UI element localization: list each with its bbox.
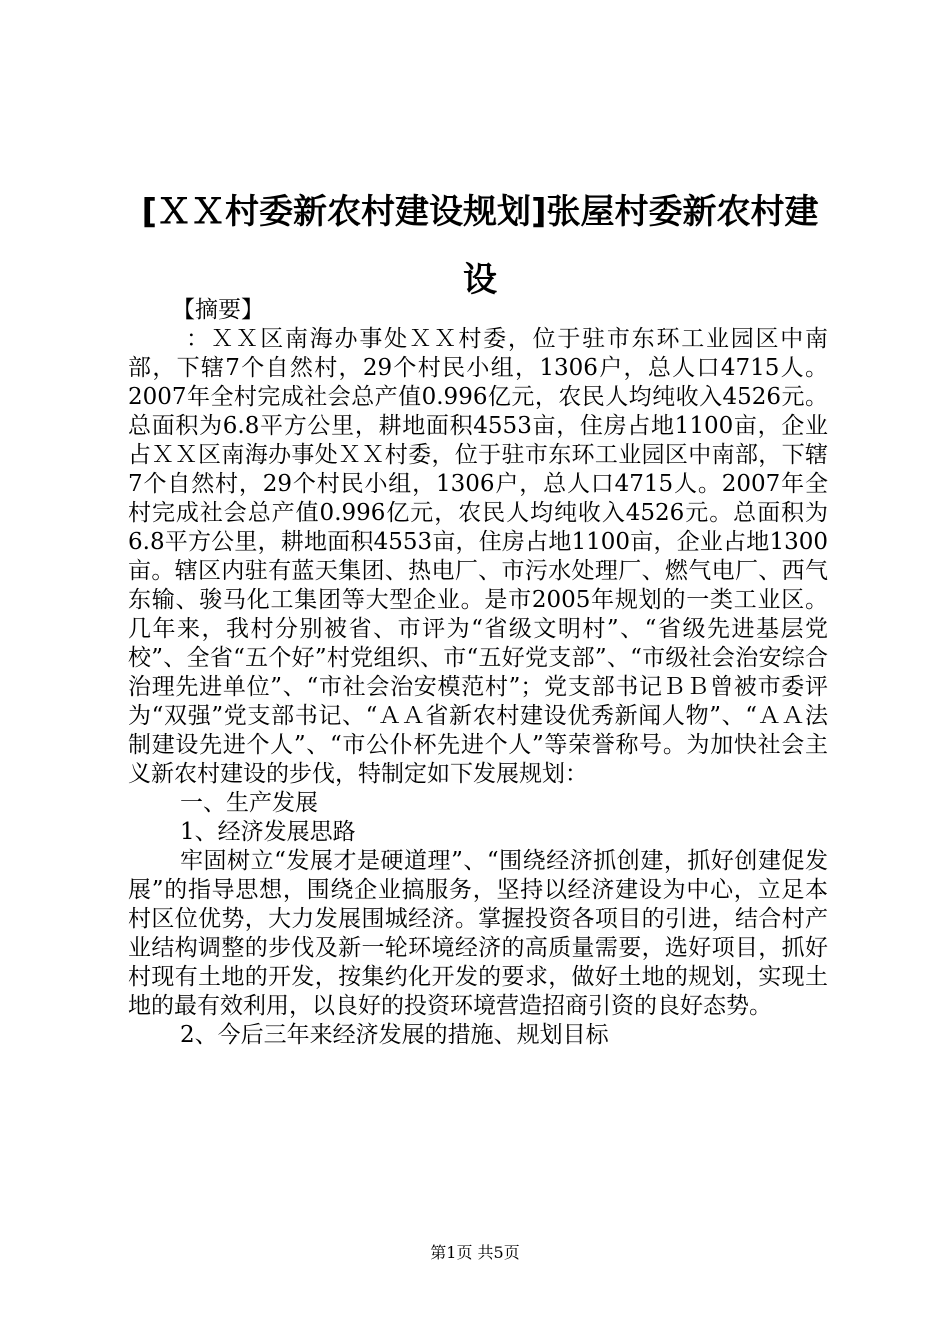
document-title: [ＸＸ村委新农村建设规划]张屋村委新农村建设 [141,192,819,300]
section-heading-production: 一、生产发展 [180,790,318,816]
paragraph-economic-ideas: 牢固树立“发展才是硬道理”、“围绕经济抓创建，抓好创建促发展”的指导思想，围绕企业搞服务，坚持以经济建设为中心，立足本村区位优势，大力发展围城经济。掌握投资各项目的引进，结合村产业结构调整的步伐及新一轮环境经济的高质量需要，选好项目，抓好村现有土地的开发，按集约化开发的要求，做好土地的规划，实现土地的最有效利用，以良好的投资环境营造招商引资的良好态势。 [128,848,828,1019]
page-footer: 第1页 共5页 [430,1243,520,1262]
subsection-heading-measures-targets: 2、今后三年来经济发展的措施、规划目标 [180,1022,609,1048]
lead-paragraph: ：ＸＸ区南海办事处ＸＸ村委，位于驻市东环工业园区中南部，下辖7个自然村，29个村民小组，1306户，总人口4715人。2007年全村完成社会总产值0.996亿元，农民人均纯收入4526元。总面积为6.8平方公里，耕地面积4553亩，住房占地1100亩，企业占ＸＸ区南海办事处ＸＸ村委，位于驻市东环工业园区中南部，下辖7个自然村，29个村民小组，1306户，总人口4715人。2007年全村完成社会总产值0.996亿元，农民人均纯收入4526元。总面积为6.8平方公里，耕地面积4553亩，住房占地1100亩，企业占地1300亩。辖区内驻有蓝天集团、热电厂、市污水处理厂、燃气电厂、西气东输、骏马化工集团等大型企业。是市2005年规划的一类工业区。几年来，我村分别被省、市评为“省级文明村”、“省级先进基层党校”、全省“五个好”村党组织、市“五好党支部”、“市级社会治安综合治理先进单位”、“市社会治安模范村”；党支部书记ＢＢ曾被市委评为“双强”党支部书记、“ＡＡ省新农村建设优秀新闻人物”、“ＡＡ法制建设先进个人”、“市公仆杯先进个人”等荣誉称号。为加快社会主义新农村建设的步伐，特制定如下发展规划： [128,326,828,787]
abstract-label: 【摘要】 [172,297,264,323]
document-body [128,296,828,1050]
subsection-heading-economic-ideas: 1、经济发展思路 [180,819,356,845]
